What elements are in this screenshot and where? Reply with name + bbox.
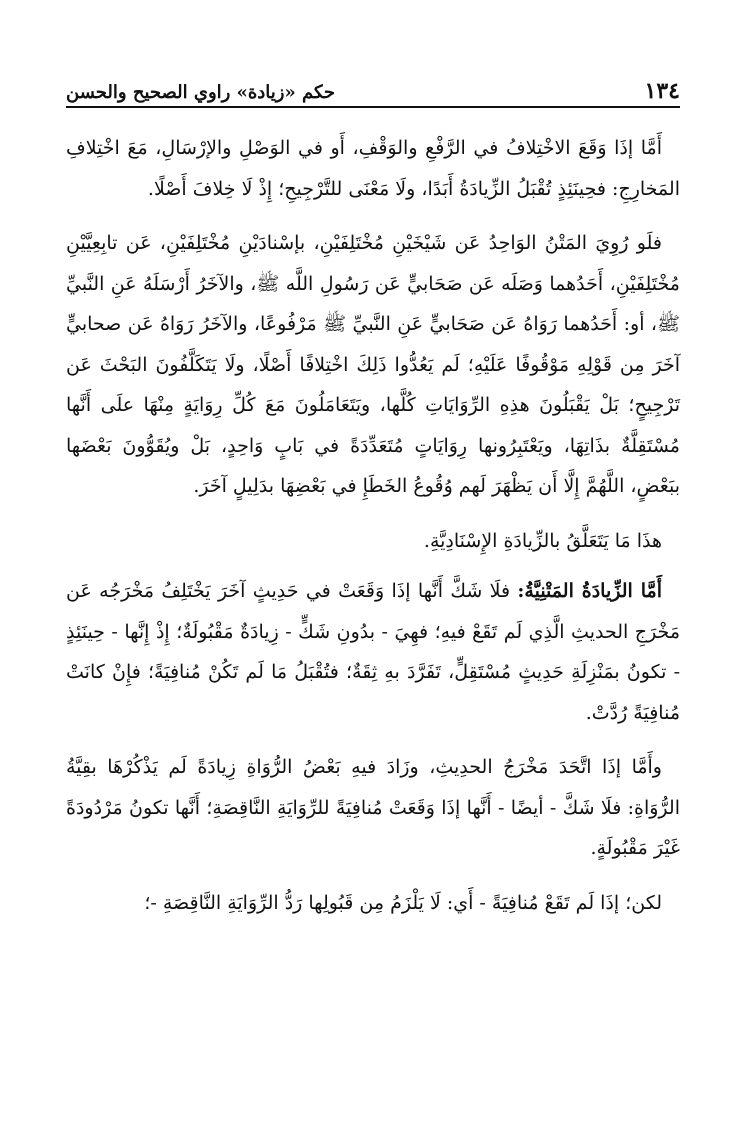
- page-number: ١٣٤: [644, 78, 680, 104]
- paragraph-4-text: فلَا شَكَّ أَنَّها إذَا وَقَعَتْ في حَدِيثٍ آخَرَ يَخْتَلِفُ مَخْرَجُه عَن مَخْرَجِ الحديثِ الَّذِي لَم تَقَعْ فيهِ؛ فهِيَ - بدُونِ شَكٍّ - زِيادَةٌ مَقْبُولَةٌ؛ إِذْ إِنَّها - حِينَئِذٍ - تكونُ بمَنْزِلَةِ حَدِيثٍ مُسْتَقِلٍّ، تَفَرَّدَ بهِ ثِقَةٌ؛ فتُقْبَلُ مَا لَم تَكُنْ مُنافِيَةً؛ فإِنْ كانَتْ مُنافِيَةً رُدَّتْ.: [66, 580, 680, 724]
- paragraph-3: هذَا مَا يَتَعَلَّقُ بالزِّيادَةِ الإِسْنَادِيَّةِ.: [423, 529, 662, 552]
- running-title: حكم «زيادة» راوي الصحيح والحسن: [66, 82, 336, 103]
- paragraph-5: وأَمَّا إذَا اتَّحَدَ مَخْرَجُ الحدِيثِ، وزَادَ فيهِ بَعْضُ الرُّوَاةِ زِيادَةً لَم يَذْكُرْهَا بقِيَّةُ الرُّوَاةِ: فلَا شَكَّ - أيضًا - أَنَّها إذَا وَقَعَتْ مُنافِيَةً للرِّوَايَةِ النَّاقِصَةِ؛ أَنَّها تكونُ مَرْدُودَةً غَيْرَ مَقْبُولَةٍ.: [66, 756, 680, 859]
- paragraph-1: أَمَّا إذَا وَقَعَ الاخْتِلافُ في الرَّفْعِ والوَقْفِ، أَو في الوَصْلِ والإرْسَالِ، مَعَ اخْتِلافِ المَخارِجِ: فحِينَئِذٍ تُقْبَلُ الزِّيادَةُ أَبَدًا، ولَا مَعْنَى للتَّرْجِيحِ؛ إِذْ لَا خِلافَ أَصْلًا.: [66, 137, 680, 200]
- paragraph-4: [66, 571, 680, 733]
- paragraph-2: فلَو رُوِيَ المَتْنُ الوَاحِدُ عَن شَيْخَيْنِ مُخْتَلِفَيْنِ، بإسْنادَيْنِ مُخْتَلِفَيْنِ، عَن تابِعِيَّيْنِ مُخْتَلِفَيْنِ، أَحَدُهما وَصَلَه عَن صَحَابيٍّ عَن رَسُولِ اللَّه ﷺ، والآخَرُ أَرْسَلَهُ عَنِ النَّبيِّ ﷺ، أو: أَحَدُهما رَوَاهُ عَن صَحَابيٍّ عَنِ النَّبيِّ ﷺ مَرْفُوعًا، والآخَرُ رَوَاهُ عَن صحابيٍّ آخَرَ مِن قَوْلِهِ مَوْقُوفًا عَلَيْهِ؛ لَم يَعُدُّوا ذَلِكَ اخْتِلافًا أَصْلًا، ولَا يَتَكَلَّفُونَ البَحْثَ عَن تَرْجِيحٍ؛ بَلْ يَقْبَلُونَ هذِهِ الرِّوَايَاتِ كُلَّها، ويَتَعَامَلُونَ مَعَ كُلِّ رِوَايَةٍ مِنْهَا علَى أَنَّها مُسْتَقِلَّةٌ بذَاتِهَا، ويَعْتَبِرُونها رِوَايَاتٍ مُتَعَدِّدَةً في بَابٍ وَاحِدٍ، بَلْ ويُقَوُّونَ بَعْضَها ببَعْضٍ، اللَّهُمَّ إِلَّا أَن يَظْهَرَ لَهم وُقُوعُ الخَطَإِ في بَعْضِهَا بدَلِيلٍ آخَرَ.: [66, 232, 680, 497]
- page-body: [66, 128, 680, 937]
- paragraph-4-lead: أَمَّا الزِّيادَةُ المَتْنِيَّةُ:: [517, 580, 662, 602]
- page-header: [66, 72, 680, 108]
- paragraph-6: لكن؛ إذَا لَم تَقَعْ مُنافِيَةً - أَي: لَا يَلْزَمُ مِن قَبُولِها رَدُّ الرِّوَايَةِ النَّاقِصَةِ -؛: [144, 891, 662, 914]
